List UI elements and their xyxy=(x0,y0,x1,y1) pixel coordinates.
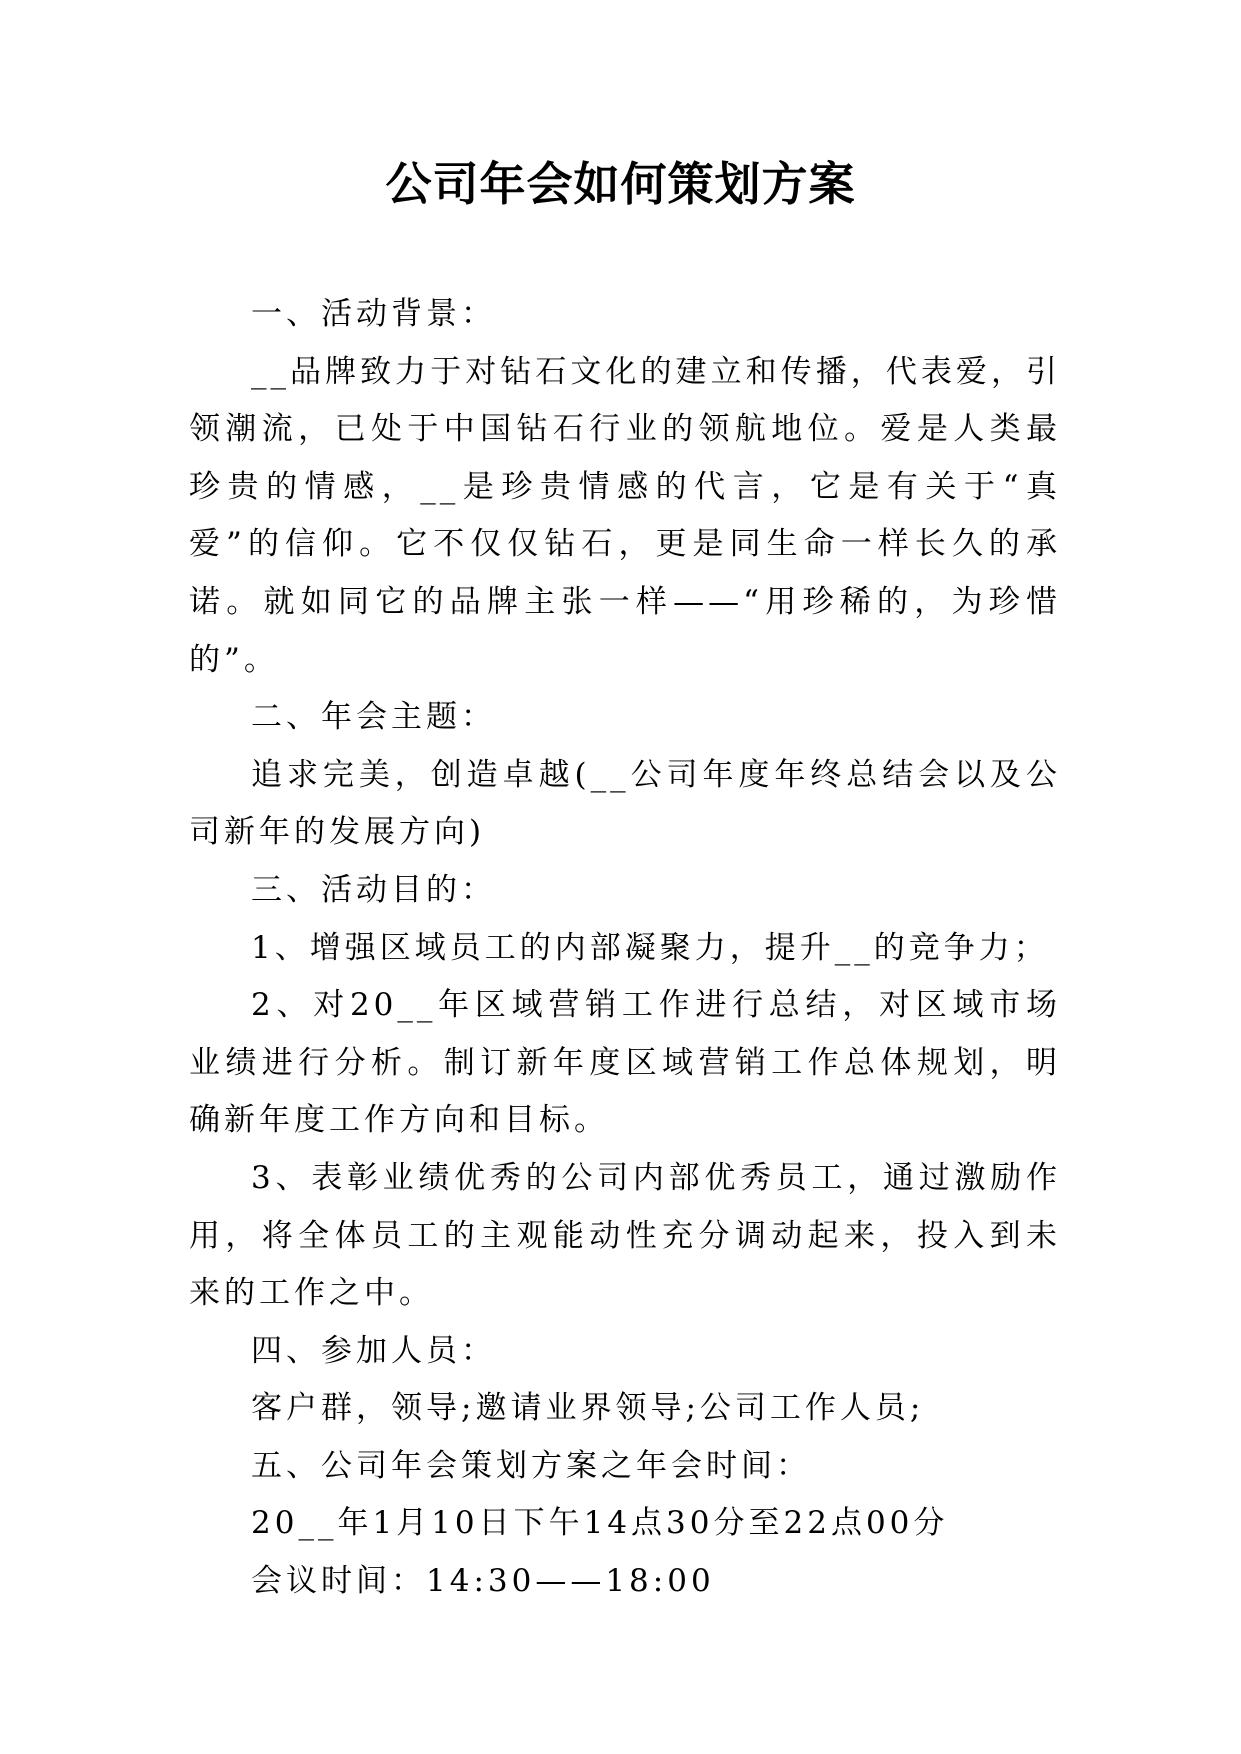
document-body xyxy=(189,286,1061,1611)
purpose-item-2: 2、对20__年区域营销工作进行总结，对区域市场业绩进行分析。制订新年度区域营销工作总体规划，明确新年度工作方向和目标。 xyxy=(189,987,1061,1139)
event-time-paragraph: 20__年1月10日下午14点30分至22点00分 xyxy=(251,1505,949,1542)
section-heading-purpose: 三、活动目的： xyxy=(251,871,496,908)
background-paragraph: __品牌致力于对钻石文化的建立和传播，代表爱，引领潮流，已处于中国钻石行业的领航地位。爱是人类最珍贵的情感，__是珍贵情感的代言，它是有关于“真爱”的信仰。它不仅仅钻石，更是同生命一样长久的承诺。就如同它的品牌主张一样——“用珍稀的，为珍惜的”。 xyxy=(189,353,1061,678)
purpose-item-1: 1、增强区域员工的内部凝聚力，提升__的竞争力； xyxy=(251,929,1049,966)
purpose-item-3: 3、表彰业绩优秀的公司内部优秀员工，通过激励作用，将全体员工的主观能动性充分调动起来，投入到未来的工作之中。 xyxy=(189,1159,1061,1312)
meeting-time-paragraph: 会议时间：14:30——18:00 xyxy=(251,1563,715,1600)
section-heading-participants: 四、参加人员： xyxy=(251,1332,496,1369)
section-heading-theme: 二、年会主题： xyxy=(251,699,496,736)
theme-paragraph: 追求完美，创造卓越(__公司年度年终总结会以及公司新年的发展方向) xyxy=(189,756,1061,851)
participants-paragraph: 客户群，领导;邀请业界领导;公司工作人员; xyxy=(251,1390,925,1427)
section-heading-time: 五、公司年会策划方案之年会时间： xyxy=(251,1447,811,1484)
section-heading-background: 一、活动背景： xyxy=(251,296,496,332)
document-title: 公司年会如何策划方案 xyxy=(385,157,856,211)
